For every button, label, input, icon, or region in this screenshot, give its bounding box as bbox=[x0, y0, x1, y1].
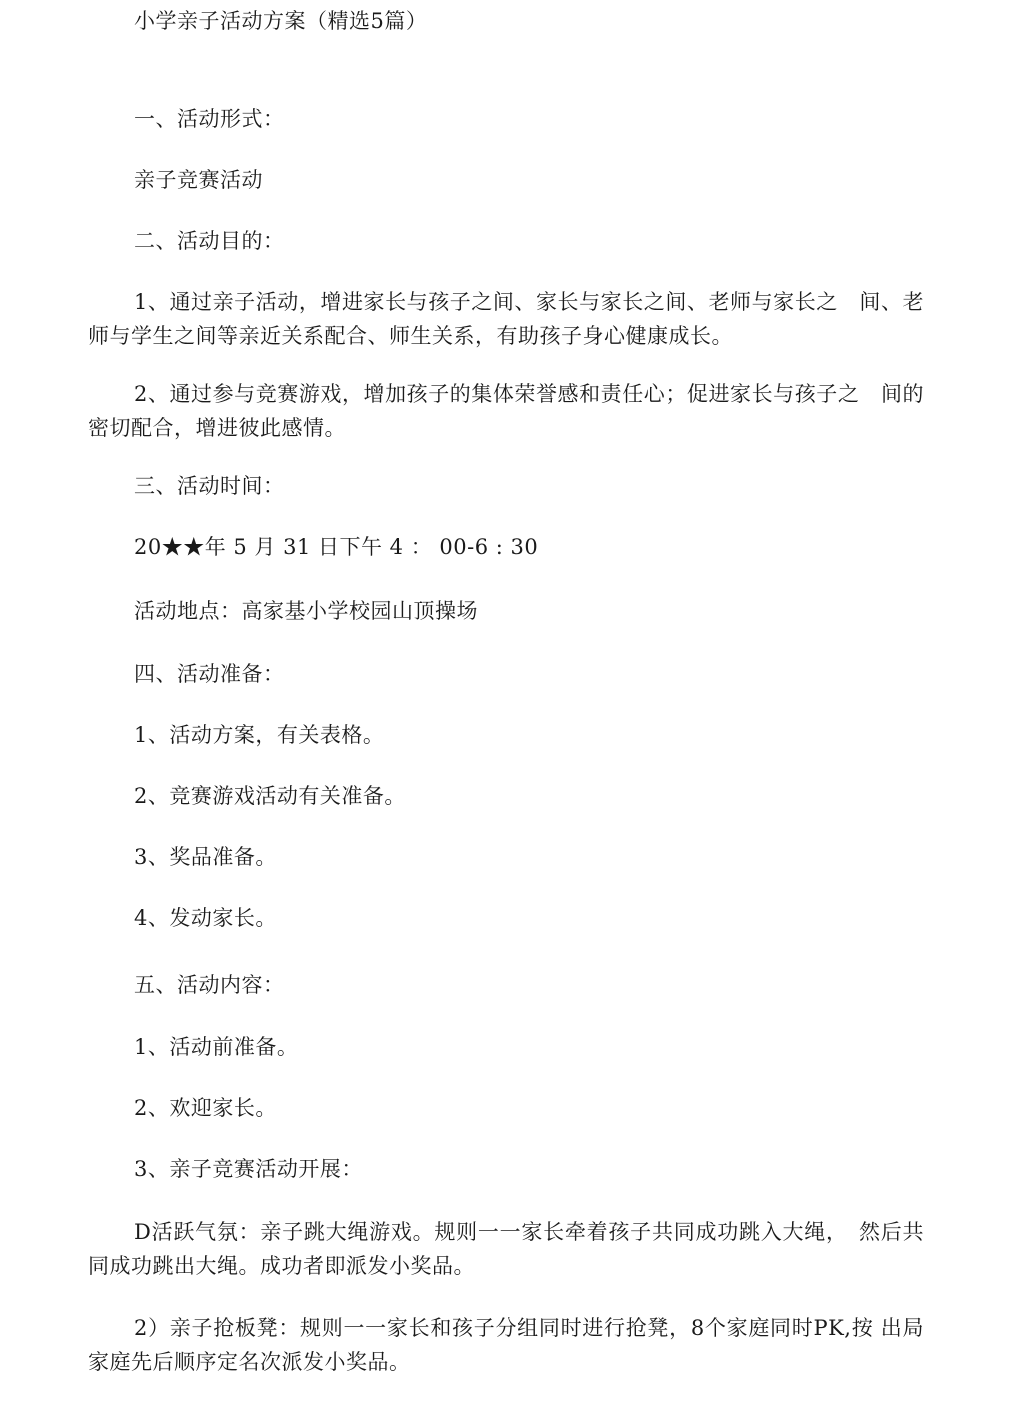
game-paragraph-1: D活跃气氛：亲子跳大绳游戏。规则一一家长牵着孩子共同成功跳入大绳， 然后共同成功跳出大绳。成功者即派发小奖品。 bbox=[88, 1220, 924, 1278]
section-heading-preparation: 四、活动准备： bbox=[134, 662, 285, 686]
document-title: 小学亲子活动方案（精选5篇） bbox=[134, 9, 428, 33]
activity-time-text: 20★★年 5 月 31 日下午 4 ： 00-6 : 30 bbox=[134, 535, 539, 559]
content-item-2: 2、欢迎家长。 bbox=[134, 1096, 277, 1120]
content-item-3: 3、亲子竞赛活动开展： bbox=[134, 1157, 363, 1181]
section-heading-time: 三、活动时间： bbox=[134, 474, 285, 498]
content-item-1: 1、活动前准备。 bbox=[134, 1035, 299, 1059]
section-heading-purpose: 二、活动目的： bbox=[134, 229, 285, 253]
purpose-paragraph-1: 1、通过亲子活动，增进家长与孩子之间、家长与家长之间、老师与家长之 间、老师与学生之间等亲近关系配合、师生关系，有助孩子身心健康成长。 bbox=[88, 290, 924, 348]
preparation-item-4: 4、发动家长。 bbox=[134, 906, 277, 930]
activity-location-text: 活动地点：高家基小学校园山顶操场 bbox=[134, 599, 478, 623]
preparation-item-3: 3、奖品准备。 bbox=[134, 845, 277, 869]
game-paragraph-2: 2）亲子抢板凳：规则一一家长和孩子分组同时进行抢凳，8个家庭同时PK,按 出局家庭先后顺序定名次派发小奖品。 bbox=[88, 1316, 924, 1374]
section-heading-form: 一、活动形式： bbox=[134, 107, 285, 131]
preparation-item-2: 2、竞赛游戏活动有关准备。 bbox=[134, 784, 406, 808]
section-heading-content: 五、活动内容： bbox=[134, 973, 285, 997]
purpose-paragraph-2: 2、通过参与竞赛游戏，增加孩子的集体荣誉感和责任心；促进家长与孩子之 间的密切配合，增进彼此感情。 bbox=[88, 382, 924, 440]
activity-form-text: 亲子竞赛活动 bbox=[134, 168, 263, 192]
preparation-item-1: 1、活动方案，有关表格。 bbox=[134, 723, 385, 747]
